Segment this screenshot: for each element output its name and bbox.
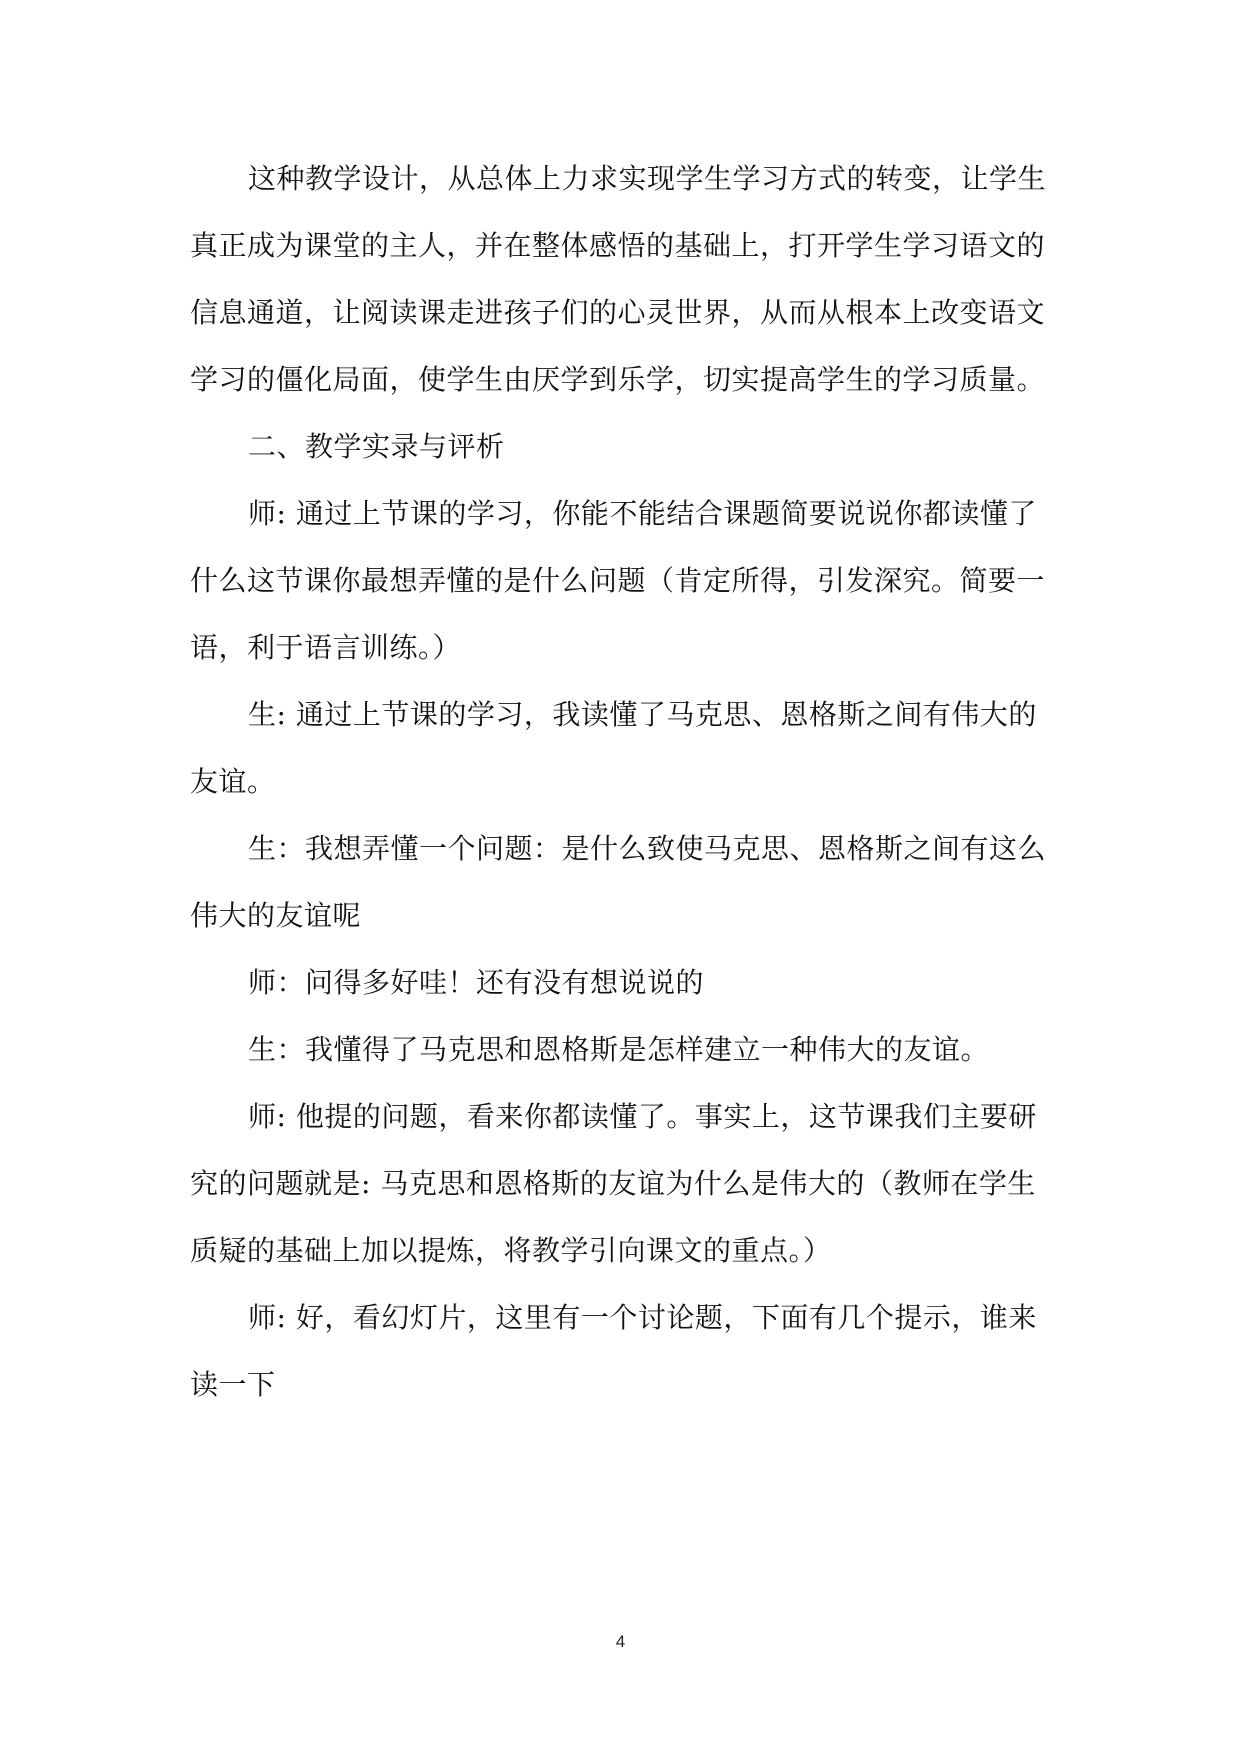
- dialogue-student-1: 生: 通过上节课的学习，我读懂了马克思、恩格斯之间有伟大的友谊。: [190, 698, 1037, 798]
- dialogue-teacher-3: 师: 他提的问题，看来你都读懂了。事实上，这节课我们主要研究的问题就是: 马克思和恩格斯的友谊为什么是伟大的（教师在学生质疑的基础上加以提炼，将教学引向课文的重点。）: [190, 1100, 1037, 1267]
- dialogue-teacher-1: 师: 通过上节课的学习，你能不能结合课题简要说说你都读懂了什么这节课你最想弄懂的是什么问题（肯定所得，引发深究。简要一语，利于语言训练。）: [190, 497, 1046, 664]
- dialogue-teacher-2: 师：问得多好哇！还有没有想说说的: [248, 966, 705, 999]
- body-text: [190, 145, 1060, 1418]
- dialogue-student-2: 生：我想弄懂一个问题：是什么致使马克思、恩格斯之间有这么伟大的友谊呢: [190, 832, 1047, 932]
- dialogue-student-3: 生：我懂得了马克思和恩格斯是怎样建立一种伟大的友谊。: [248, 1033, 990, 1066]
- dialogue-teacher-4: 师: 好，看幻灯片，这里有一个讨论题，下面有几个提示，谁来读一下: [190, 1301, 1037, 1401]
- page-number: 4: [615, 1632, 626, 1651]
- paragraph-intro: 这种教学设计，从总体上力求实现学生学习方式的转变，让学生真正成为课堂的主人，并在整体感悟的基础上，打开学生学习语文的信息通道，让阅读课走进孩子们的心灵世界，从而从根本上改变语文学习的僵化局面，使学生由厌学到乐学，切实提高学生的学习质量。: [190, 162, 1047, 396]
- section-heading: 二、教学实录与评析: [248, 430, 505, 463]
